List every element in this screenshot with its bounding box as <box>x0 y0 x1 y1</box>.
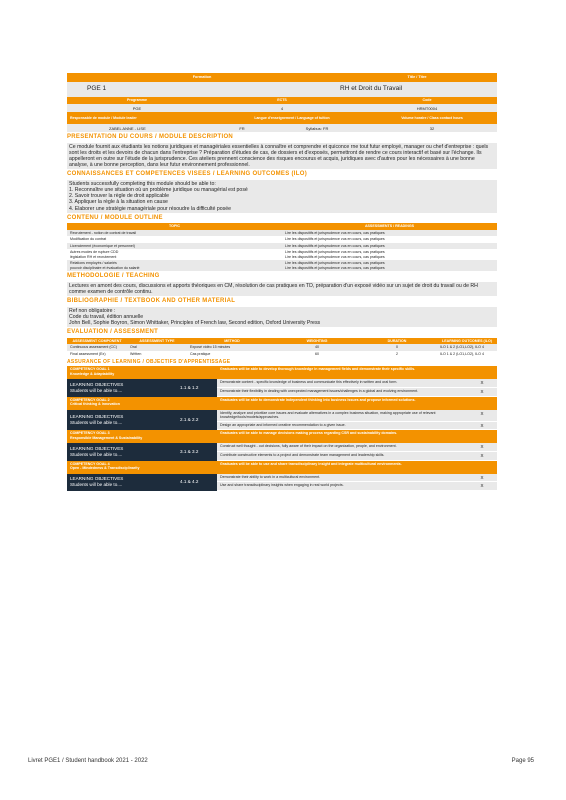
assurance-heading: ASSURANCE OF LEARNING / OBJECTIFS D'APPRENTISSAGE <box>67 359 231 366</box>
eval-cell: Oral <box>130 345 137 350</box>
header-labels-row <box>67 73 497 82</box>
eval-cell: 60 <box>315 351 319 356</box>
objective-mark: X <box>480 474 484 480</box>
objective-mark: X <box>480 380 484 386</box>
objective-text: Use and share transdisciplinary insights when engaging in real world projects. <box>220 483 344 488</box>
learning-objectives-row <box>67 474 497 491</box>
learning-objectives-text: LEARNING OBJECTIVES Students will be able to.... <box>70 446 124 457</box>
objective-list <box>217 474 497 491</box>
table-row <box>67 351 497 357</box>
objective-text: Demonstrate content - specific knowledge of business and communicate this effectively in written and oral form. <box>220 380 398 385</box>
col-topic: TOPIC <box>169 224 180 229</box>
eval-col-method: METHOD <box>224 338 240 343</box>
footer-left: Livret PGE1 / Student handbook 2021 - 2022 <box>28 758 148 764</box>
learning-objectives-row <box>67 379 497 396</box>
code-label: Code <box>422 98 432 103</box>
assess-cell: Lire les dispositifs et jurisprudence vus en cours, cas pratiques Lire les dispositifs et jurisprudence vus en cours, cas pratiques <box>285 261 385 270</box>
competency-goal-desc: Graduates will be able to use and share transdisciplinary insight and integrate multicultural environments. <box>220 461 402 466</box>
objective-item <box>217 474 497 483</box>
methodology-text: Lectures en amont des cours, discussions et apports théoriques en CM, résolution de cas pratiques en TD, préparation d'un exposé vidéo sur un sujet de droit du travail ou de RH comme examen de contrôle continu. <box>67 282 497 296</box>
objective-mark: X <box>480 444 484 450</box>
competency-goal-desc: Graduates will be able to develop thorough knowledge in management fields and demonstrate their specific skills. <box>220 367 416 372</box>
table-row <box>67 260 497 271</box>
competency-goal-row <box>67 397 497 410</box>
programme-value: PGE <box>132 105 142 111</box>
ects-label: ECTS <box>277 98 287 103</box>
objective-text: Demonstrate their ability to work in a multicultural environment. <box>220 474 321 479</box>
objective-mark: X <box>480 452 484 458</box>
outcomes-heading: CONNAISSANCES ET COMPETENCES VISEES / LEARNING OUTCOMES (ILO) <box>67 171 307 178</box>
formation-value: PGE 1 <box>87 85 107 93</box>
header-labels3-row <box>67 112 497 124</box>
assurance-table <box>67 366 497 490</box>
competency-goal-desc: Graduates will be able to manage decisions making process regarding CSR and sustainability domains. <box>220 431 398 436</box>
bibliography-heading: BIBLIOGRAPHIE / TEXTBOOK AND OTHER MATERIAL <box>67 298 236 305</box>
eval-cell: Cas pratique <box>190 351 211 356</box>
eval-col-component: ASSESSMENT COMPONENT <box>72 338 122 343</box>
methodology-heading: METHODOLOGIE / TEACHING <box>67 273 160 280</box>
contenu-heading: CONTENU / MODULE OUTLINE <box>67 214 163 221</box>
header-values3-row <box>67 124 497 132</box>
objective-mark: X <box>480 389 484 395</box>
eval-cell: Final assessment (Ex) <box>70 351 106 356</box>
lang-label: Langue d'enseignement / Language of tuition <box>254 115 330 120</box>
objective-mark: X <box>480 483 484 489</box>
assess-cell: Lire les dispositifs et jurisprudence vus en cours, cas pratiques <box>285 230 385 235</box>
outcomes-box <box>67 180 497 213</box>
learning-objectives-text: LEARNING OBJECTIVES Students will be able to.... <box>70 476 124 488</box>
objective-text: Identify, analyze and prioritize core issues and evaluate alternatives in a complex business situation, making appropriate use of relevant knowledge/tools/models/approaches. <box>220 410 436 420</box>
syllabus-value: Syllabus: FR <box>305 125 329 131</box>
outcomes-intro: Students successfully completing this module should be able to: <box>69 180 216 187</box>
bibliography-line: John Bell, Sophie Boyron, Simon Whittaker, Principles of French law, Second edition, Oxford University Press <box>69 320 321 327</box>
learning-objectives-num: 1.1 & 1.2 <box>180 385 199 391</box>
assess-cell: Lire les dispositifs et jurisprudence vus en cours, cas pratiques Lire les dispositifs et jurisprudence vus en cours, cas pratiques <box>285 250 385 259</box>
learning-objectives-num: 2.1 & 2.2 <box>180 417 199 423</box>
objective-list <box>217 379 497 396</box>
presentation-heading: PRESENTATION DU COURS / MODULE DESCRIPTION <box>67 134 234 140</box>
assess-cell: Lire les dispositifs et jurisprudence vus en cours, cas pratiques <box>285 243 385 248</box>
eval-cell: 2 <box>396 351 398 356</box>
competency-goal: COMPETENCY GOAL 2 Critical thinking & Innovation <box>70 397 120 407</box>
competency-goal-row <box>67 430 497 443</box>
learning-objectives-text: LEARNING OBJECTIVES Students will be able to.... <box>70 382 124 394</box>
topic-cell: Relations employés / salariés pouvoir disciplinaire et évaluation du salarié <box>70 261 140 270</box>
resp-value: ZABEL ANNE - LISE <box>109 125 146 131</box>
objective-item <box>217 443 497 452</box>
eval-cell: 40 <box>315 345 319 350</box>
competency-goal: COMPETENCY GOAL 3 Responsible Management & Sustainability <box>70 431 143 440</box>
learning-objectives-label <box>67 379 217 396</box>
evaluation-table <box>67 338 497 357</box>
objective-item <box>217 482 497 491</box>
col-assess: ASSESSMENTS / READINGS <box>364 224 415 229</box>
eval-cell: ILO 1 & 2 (LO1,LO2), ILO 4 <box>440 351 484 356</box>
eval-cell: Written <box>130 351 142 356</box>
eval-cell: Continuous assessment (CC) <box>70 345 117 350</box>
eval-cell: ILO 1 & 2 (LO1,LO2), ILO 4 <box>440 345 484 350</box>
contenu-table <box>67 223 497 271</box>
objective-text: Demonstrate their flexibility in dealing with unexpected management issues/challenges in a global and evolving environment. <box>220 389 419 394</box>
objective-mark: X <box>480 422 484 428</box>
table-row <box>67 249 497 260</box>
assess-cell: Lire les dispositifs et jurisprudence vus en cours, cas pratiques <box>285 237 385 242</box>
evaluation-heading: EVALUATION / ASSESSMENT <box>67 329 159 336</box>
learning-objectives-label <box>67 410 217 431</box>
objective-item <box>217 452 497 461</box>
header-values-row <box>67 82 497 97</box>
objective-mark: X <box>480 410 484 416</box>
competency-goal: COMPETENCY GOAL 1 Knowledge & Adaptability <box>70 367 115 376</box>
competency-goal-desc: Graduates will be able to demonstrate independent thinking into business issues and propose informed solutions. <box>220 397 416 402</box>
header-labels2-row <box>67 97 497 104</box>
eval-col-type: ASSESSMENT TYPE <box>139 338 175 343</box>
topic-cell: Recrutement - notion de contrat de travail <box>70 230 137 235</box>
competency-goal-row <box>67 461 497 474</box>
syllabus-page <box>67 73 497 491</box>
learning-objectives-text: LEARNING OBJECTIVES Students will be able to.... <box>70 414 124 425</box>
topic-cell: Modification du contrat <box>70 237 107 242</box>
eval-col-ilo: LEARNING OUTCOMES (ILO) <box>442 338 492 343</box>
presentation-text: Ce module fournit aux étudiants les notions juridiques et managériales essentielles à connaître et comprendre et quiconce rne tout futur employé, manager ou chef d'entreprise : quels sont les droits et les devoirs de chacun dans l'entreprise ? Préparation d'études de cas, de dossiers et d'exposés, permettront de rendre ce cours interactif et basé sur l'échange. Ils appelleront en outre sur l'étude de la jurisprudence. Ces ateliers prennent conscience des risques encourus et acquis, juridiques avec d'autres pour les nécessaires à une bonne analyse, à une bonne perception, dans leur futur environnement professionnel. <box>67 143 497 170</box>
learning-objectives-num: 4.1 & 4.2 <box>180 479 199 485</box>
formation-label: Formation <box>192 75 212 80</box>
ects-value: 4 <box>280 105 284 111</box>
outcome-item: 3. Appliquer la règle à la situation en cause <box>69 199 168 206</box>
objective-text: Contribute constructive elements to a project and demonstrate team management and leadership skills. <box>220 452 385 457</box>
page-footer <box>28 758 534 766</box>
objective-text: Design an appropriate and informed creative recommendation to a given issue. <box>220 422 346 427</box>
header-values2-row <box>67 104 497 112</box>
objective-item <box>217 410 497 422</box>
footer-page: Page 95 <box>511 758 534 764</box>
eval-cell: 0 <box>396 345 398 350</box>
objective-list <box>217 443 497 460</box>
objective-text: Construct well thought - out decisions, fully aware of their impact on the organization, people, and environment. <box>220 444 397 449</box>
objective-item <box>217 388 497 397</box>
competency-goal: COMPETENCY GOAL 4 Open - Mindedness & Transdisciplinarity <box>70 461 140 470</box>
topic-cell: Licenciement (économique et personnel) <box>70 243 135 248</box>
bibliography-line: Ref non obligatoire : <box>69 307 116 314</box>
learning-objectives-label <box>67 443 217 460</box>
resp-label: Responsable de module / Module leader <box>70 115 137 120</box>
lang-value: FR <box>239 125 245 131</box>
objective-item <box>217 422 497 431</box>
programme-label: Programme <box>127 98 147 103</box>
competency-goal-row <box>67 366 497 379</box>
eval-col-weighting: WEIGHTING <box>306 338 328 343</box>
objective-item <box>217 379 497 388</box>
topic-cell: Autres modes de rupture CDD législation RH et recrutement <box>70 250 119 259</box>
code-value: HRMT0004 <box>416 105 438 111</box>
outcome-item: 1. Reconnaître une situation où un problème juridique ou managérial est posé <box>69 187 248 194</box>
title-label: Title / Titre <box>407 75 427 80</box>
outcome-item: 2. Savoir trouver la règle de droit applicable <box>69 193 170 200</box>
objective-list <box>217 410 497 431</box>
learning-objectives-num: 3.1 & 3.2 <box>180 449 199 455</box>
bibliography-box <box>67 307 497 328</box>
outcome-item: 4. Elaborer une stratégie managériale pour résoudre la difficulté posée <box>69 205 231 212</box>
title-value: RH et Droit du Travail <box>340 85 403 93</box>
bibliography-line: Code du travail, édition annuelle <box>69 313 144 320</box>
eval-col-duration: DURATION <box>387 338 407 343</box>
eval-cell: Exposé vidéo 15 minutes <box>190 345 231 350</box>
learning-objectives-row <box>67 443 497 460</box>
volume-label: Volume horaire / Class contact hours <box>401 115 463 120</box>
volume-value: 32 <box>429 125 435 131</box>
learning-objectives-label <box>67 474 217 491</box>
learning-objectives-row <box>67 410 497 431</box>
